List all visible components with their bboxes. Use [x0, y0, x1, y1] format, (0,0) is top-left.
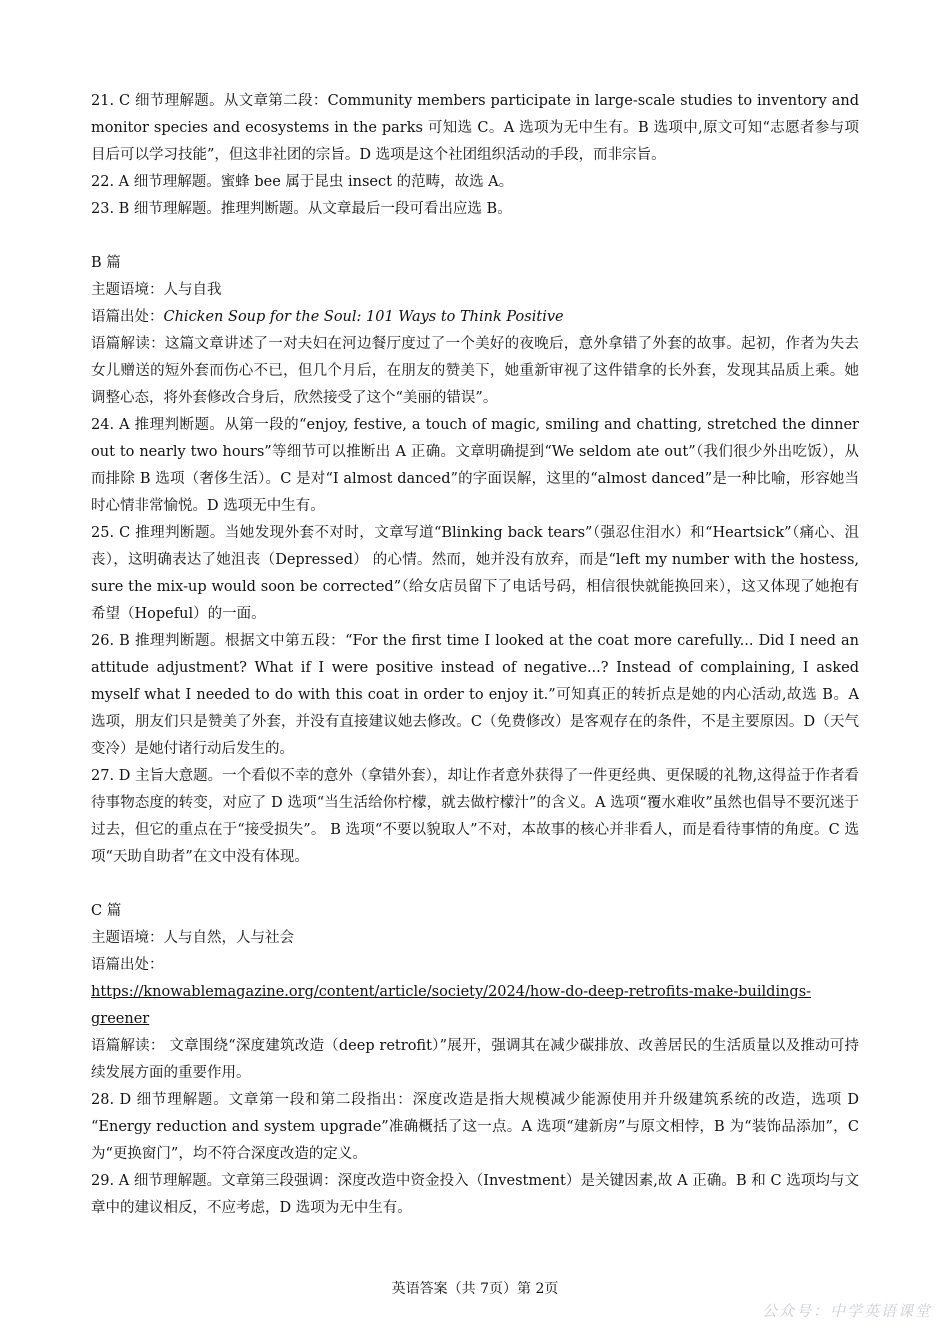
answer-21: 21. C 细节理解题。从文章第二段：Community members participate in large-scale studies to inventory and monitor species and ecosystems in the parks 可知选 C。A 选项为无中生有。B 选项中,原文可知“志愿者参与项目后可以学习技能”，但这非社团的宗旨。D 选项是这个社团组织活动的手段，而非宗旨。 — [91, 93, 859, 163]
source-label: 语篇出处： — [91, 309, 164, 325]
answer-24: 24. A 推理判断题。从第一段的“enjoy, festive, a touch of magic, smiling and chatting, stretched the dinner out to nearly two hours”等细节可以推断出 A 正确。文章明确提到“We seldom ate out”（我们很少外出吃饭），从而排除 B 选项（奢侈生活）。C 是对“I almost danced”的字面误解，这里的“almost danced”是一种比喻，形容她当时心情非常愉悦。D 选项无中生有。 — [91, 417, 859, 514]
answer-25: 25. C 推理判断题。当她发现外套不对时，文章写道“Blinking back tears”（强忍住泪水）和“Heartsick”（痛心、沮丧），这明确表达了她沮丧（Depressed） 的心情。然而，她并没有放弃，而是“left my number with the hostess, sure the mix-up would soon be corrected”（给女店员留下了电话号码，相信很快就能换回来），这又体现了她抱有希望（Hopeful）的一面。 — [91, 525, 859, 622]
page-footer: 英语答案（共 7页）第 2页 — [391, 1281, 559, 1297]
source-url-link[interactable]: https://knowablemagazine.org/content/article/society/2024/how-do-deep-retrofits-make-buildings-greener — [91, 984, 812, 1027]
answer-26: 26. B 推理判断题。根据文中第五段：“For the first time I looked at the coat more carefully... Did I need an attitude adjustment? What if I were positive instead of negative...? Instead of complaining, I asked myself what I needed to do with this coat in order to enjoy it.”可知真正的转折点是她的内心活动,故选 B。A 选项，朋友们只是赞美了外套，并没有直接建议她去修改。C（免费修改）是客观存在的条件，不是主要原因。D（天气变冷）是她付诸行动后发生的。 — [91, 633, 859, 757]
answer-28: 28. D 细节理解题。文章第一段和第二段指出：深度改造是指大规模减少能源使用并升级建筑系统的改造，选项 D “Energy reduction and system upgrade”准确概括了这一点。A 选项“建新房”与原文相悖，B 为“装饰品添加”，C 为“更换窗门”，均不符合深度改造的定义。 — [91, 1092, 859, 1162]
section-b-theme: 主题语境：人与自我 — [91, 282, 222, 298]
section-b-heading: B 篇 — [91, 255, 121, 271]
answer-27: 27. D 主旨大意题。一个看似不幸的意外（拿错外套），却让作者意外获得了一件更经典、更保暖的礼物,这得益于作者看待事物态度的转变，对应了 D 选项“当生活给你柠檬，就去做柠檬汁”的含义。A 选项“覆水难收”虽然也倡导不要沉迷于过去，但它的重点在于“接受损失”。 B 选项“不要以貌取人”不对，本故事的核心并非看人，而是看待事情的角度。C 选项“天助自助者”在文中没有体现。 — [91, 768, 859, 865]
answer-22: 22. A 细节理解题。蜜蜂 bee 属于昆虫 insect 的范畴，故选 A。 — [91, 174, 514, 190]
answer-page — [91, 88, 859, 1222]
section-c-source-link[interactable] — [91, 979, 859, 1033]
section-b-source — [91, 304, 859, 331]
watermark: 公众号：中学英语课堂 — [761, 1302, 932, 1320]
section-b-intro: 语篇解读：这篇文章讲述了一对夫妇在河边餐厅度过了一个美好的夜晚后，意外拿错了外套的故事。起初，作者为失去女儿赠送的短外套而伤心不已，但几个月后，在朋友的赞美下，她重新审视了这件错拿的长外套，发现其品质上乘。她调整心态，将外套修改合身后，欣然接受了这个“美丽的错误”。 — [91, 336, 859, 406]
answer-29: 29. A 细节理解题。文章第三段强调：深度改造中资金投入（Investment）是关键因素,故 A 正确。B 和 C 选项均与文章中的建议相反，不应考虑，D 选项为无中生有。 — [91, 1173, 859, 1216]
section-c-source-label: 语篇出处： — [91, 957, 164, 973]
section-c-intro: 语篇解读： 文章围绕“深度建筑改造（deep retrofit）”展开，强调其在减少碳排放、改善居民的生活质量以及推动可持续发展方面的重要作用。 — [91, 1038, 859, 1081]
source-title: Chicken Soup for the Soul: 101 Ways to Think Positive — [163, 309, 564, 325]
section-c-theme: 主题语境：人与自然，人与社会 — [91, 930, 294, 946]
answer-23: 23. B 细节理解题。推理判断题。从文章最后一段可看出应选 B。 — [91, 201, 512, 217]
section-c-heading: C 篇 — [91, 903, 122, 919]
section-gap — [91, 871, 859, 898]
section-gap — [91, 223, 859, 250]
